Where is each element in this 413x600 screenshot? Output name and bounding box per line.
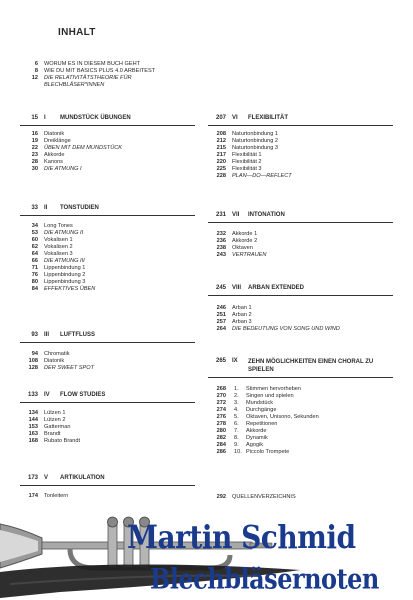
toc-title: INHALT: [58, 27, 96, 38]
roman-numeral: III: [44, 332, 50, 338]
publisher-banner: [0, 510, 413, 600]
page-number: 22: [31, 145, 38, 151]
page-number: 282: [216, 435, 226, 441]
page-number: 28: [31, 159, 38, 165]
entry-text: Diatonik: [44, 131, 65, 137]
entry-text: ÜBEN MIT DEM MUNDSTÜCK: [44, 145, 123, 151]
page-number: 228: [216, 173, 226, 179]
entry-number: 1.: [234, 386, 239, 392]
page-number: 215: [216, 145, 226, 151]
page-number: 34: [31, 223, 38, 229]
entry-text: DIE ATMUNG I: [44, 166, 82, 172]
page-number: 144: [28, 417, 38, 423]
entry-text: EFFEKTIVES ÜBEN: [44, 286, 96, 292]
roman-numeral: V: [44, 475, 49, 481]
brand-name: Martin Schmid: [127, 518, 356, 556]
page-number: 268: [216, 386, 226, 392]
page-number: 270: [216, 393, 226, 399]
section-rule: [20, 402, 195, 403]
page-number: 168: [28, 438, 38, 444]
page-number: 64: [31, 251, 38, 257]
roman-numeral: VII: [232, 212, 240, 218]
entry-text: Lützen 2: [44, 417, 66, 423]
entry-text: Vokalisen 3: [44, 251, 73, 257]
entry-text: Oktaven, Unisono, Sekunden: [246, 414, 319, 420]
entry-number: 2.: [234, 393, 239, 399]
entry-text: Dynamik: [246, 435, 268, 441]
page-number: 274: [216, 407, 226, 413]
entry-text: Diatonik: [44, 358, 65, 364]
section-rule: [208, 295, 393, 296]
page-number: 208: [216, 131, 226, 137]
entry-text: Naturtonbindung 1: [232, 131, 279, 137]
entry-text: Rubato Brandt: [44, 438, 81, 444]
page-number: 264: [216, 326, 226, 332]
page-number: 246: [216, 305, 226, 311]
page-number: 272: [216, 400, 226, 406]
entry-text: Arban 1: [232, 305, 252, 311]
entry-text: DIE ATMUNG III: [44, 258, 85, 264]
entry-text: Durchgänge: [246, 407, 277, 413]
page-number: 284: [216, 442, 226, 448]
section-rule: [208, 377, 393, 378]
entry-text: Chromatik: [44, 351, 70, 357]
entry-text: DIE RELATIVITÄTSTHEORIE FÜR BLECHBLÄSER*INNEN: [44, 75, 132, 88]
page-number: 265: [215, 358, 226, 364]
entry-text: Lützen 1: [44, 410, 66, 416]
entry-text: PLAN—DO—REFLECT: [232, 173, 292, 179]
page-number: 133: [27, 392, 38, 398]
page-number: 62: [31, 244, 38, 250]
entry-number: 7.: [234, 428, 239, 434]
section-title: ARTIKULATION: [60, 475, 105, 481]
page-number: 153: [28, 424, 38, 430]
entry-text: Long Tones: [44, 223, 73, 229]
roman-numeral: IX: [232, 358, 238, 364]
entry-text: Flexibilität 3: [232, 166, 262, 172]
section-rule: [20, 342, 195, 343]
entry-number: 8.: [234, 435, 239, 441]
entry-number: 9.: [234, 442, 239, 448]
page-number: 232: [216, 231, 226, 237]
entry-text: VERTRAUEN: [232, 252, 267, 258]
section-title: MUNDSTÜCK ÜBUNGEN: [60, 115, 131, 121]
page-number: 207: [215, 115, 226, 121]
section-rule: [208, 222, 393, 223]
section-title: ZEHN MÖGLICHKEITEN EINEN CHORAL ZU SPIELEN: [248, 359, 374, 373]
page-number: 53: [31, 230, 38, 236]
page-number: 212: [216, 138, 226, 144]
entry-text: Akkorde 2: [232, 238, 258, 244]
entry-text: Vokalisen 2: [44, 244, 73, 250]
page-number: 60: [31, 237, 38, 243]
page-number: 8: [34, 68, 38, 74]
section-rule: [20, 125, 195, 126]
section-rule: [208, 125, 393, 126]
roman-numeral: IV: [44, 392, 50, 398]
page-number: 163: [28, 431, 38, 437]
entry-text: Arban 2: [232, 312, 252, 318]
page-number: 278: [216, 421, 226, 427]
page-number: 33: [31, 205, 38, 211]
entry-text: DIE ATMUNG II: [44, 230, 84, 236]
section-title: FLEXIBILITÄT: [248, 115, 288, 121]
entry-text: Akkorde: [246, 428, 267, 434]
page-number: 238: [216, 245, 226, 251]
page-number: 292: [216, 494, 226, 500]
page-number: 173: [27, 475, 38, 481]
page-number: 251: [216, 312, 226, 318]
page-number: 66: [31, 258, 38, 264]
page-number: 16: [31, 131, 38, 137]
page-number: 280: [216, 428, 226, 434]
page-number: 174: [28, 493, 38, 499]
page-number: 84: [31, 286, 38, 292]
section-rule: [20, 485, 195, 486]
entry-number: 4.: [234, 407, 239, 413]
entry-text: Mundstück: [246, 400, 274, 406]
section-title: INTONATION: [248, 212, 285, 218]
entry-text: Lippenbindung 2: [44, 272, 86, 278]
entry-text: Naturtonbindung 2: [232, 138, 279, 144]
page-number: 108: [28, 358, 38, 364]
page-number: 80: [31, 279, 38, 285]
entry-text: Piccolo Trompete: [246, 449, 290, 455]
page-number: 245: [215, 285, 226, 291]
entry-text: Vokalisen 1: [44, 237, 73, 243]
entry-text: Akkorde: [44, 152, 65, 158]
section-title: TONSTUDIEN: [60, 205, 99, 211]
entry-number: 6.: [234, 421, 239, 427]
brand-subtitle: Blechbläsernoten: [150, 562, 379, 596]
roman-numeral: II: [44, 205, 48, 211]
page-number: 76: [31, 272, 38, 278]
page-number: 93: [31, 332, 38, 338]
page-number: 12: [31, 75, 38, 81]
page-number: 71: [31, 265, 38, 271]
entry-text: Repetitionen: [246, 421, 278, 427]
roman-numeral: I: [44, 115, 46, 121]
page-number: 94: [31, 351, 38, 357]
entry-number: 3.: [234, 400, 239, 406]
entry-text: Dreiklänge: [44, 138, 71, 144]
page-number: 225: [216, 166, 226, 172]
roman-numeral: VIII: [232, 285, 242, 291]
entry-number: 10.: [234, 449, 242, 455]
entry-text: Lippenbindung 3: [44, 279, 86, 285]
page-number: 231: [215, 212, 226, 218]
page-number: 19: [31, 138, 38, 144]
page-number: 236: [216, 238, 226, 244]
entry-text: Agogik: [246, 442, 264, 448]
entry-text: DIE BEDEUTUNG VON SONG UND WIND: [232, 326, 340, 332]
roman-numeral: VI: [232, 115, 238, 121]
page-number: 23: [31, 152, 38, 158]
entry-text: Flexibilität 2: [232, 159, 262, 165]
entry-text: DER SWEET SPOT: [44, 365, 95, 371]
entry-text: Brandt: [44, 431, 61, 437]
entry-text: Gatterman: [44, 424, 71, 430]
entry-text: QUELLENVERZEICHNIS: [232, 494, 296, 500]
entry-text: Tonleitern: [44, 493, 69, 499]
entry-number: 5.: [234, 414, 239, 420]
page-number: 217: [216, 152, 226, 158]
section-title: ARBAN EXTENDED: [248, 285, 305, 291]
page-number: 128: [28, 365, 38, 371]
entry-text: Arban 3: [232, 319, 252, 325]
page-number: 30: [31, 166, 38, 172]
entry-text: Stimmen hervorheben: [246, 386, 302, 392]
page-number: 220: [216, 159, 226, 165]
section-rule: [20, 215, 195, 216]
entry-text: Naturtonbindung 3: [232, 145, 279, 151]
page-number: 276: [216, 414, 226, 420]
entry-text: Kanons: [44, 159, 63, 165]
section-title: LUFTFLUSS: [60, 332, 95, 338]
entry-text: Akkorde 1: [232, 231, 258, 237]
page-number: 134: [28, 410, 38, 416]
entry-text: Lippenbindung 1: [44, 265, 86, 271]
page-number: 286: [216, 449, 226, 455]
section-title: FLOW STUDIES: [60, 392, 106, 398]
entry-text: Singen und spielen: [246, 393, 294, 399]
page-number: 243: [216, 252, 226, 258]
page-number: 257: [216, 319, 226, 325]
entry-text: Flexibilität 1: [232, 152, 262, 158]
entry-text: WORUM ES IN DIESEM BUCH GEHT: [44, 61, 141, 67]
page-number: 6: [34, 61, 38, 67]
entry-text: Oktaven: [232, 245, 253, 251]
entry-text: WIE DU MIT BASICS PLUS 4.0 ARBEITEST: [44, 68, 156, 74]
page-number: 15: [31, 115, 38, 121]
